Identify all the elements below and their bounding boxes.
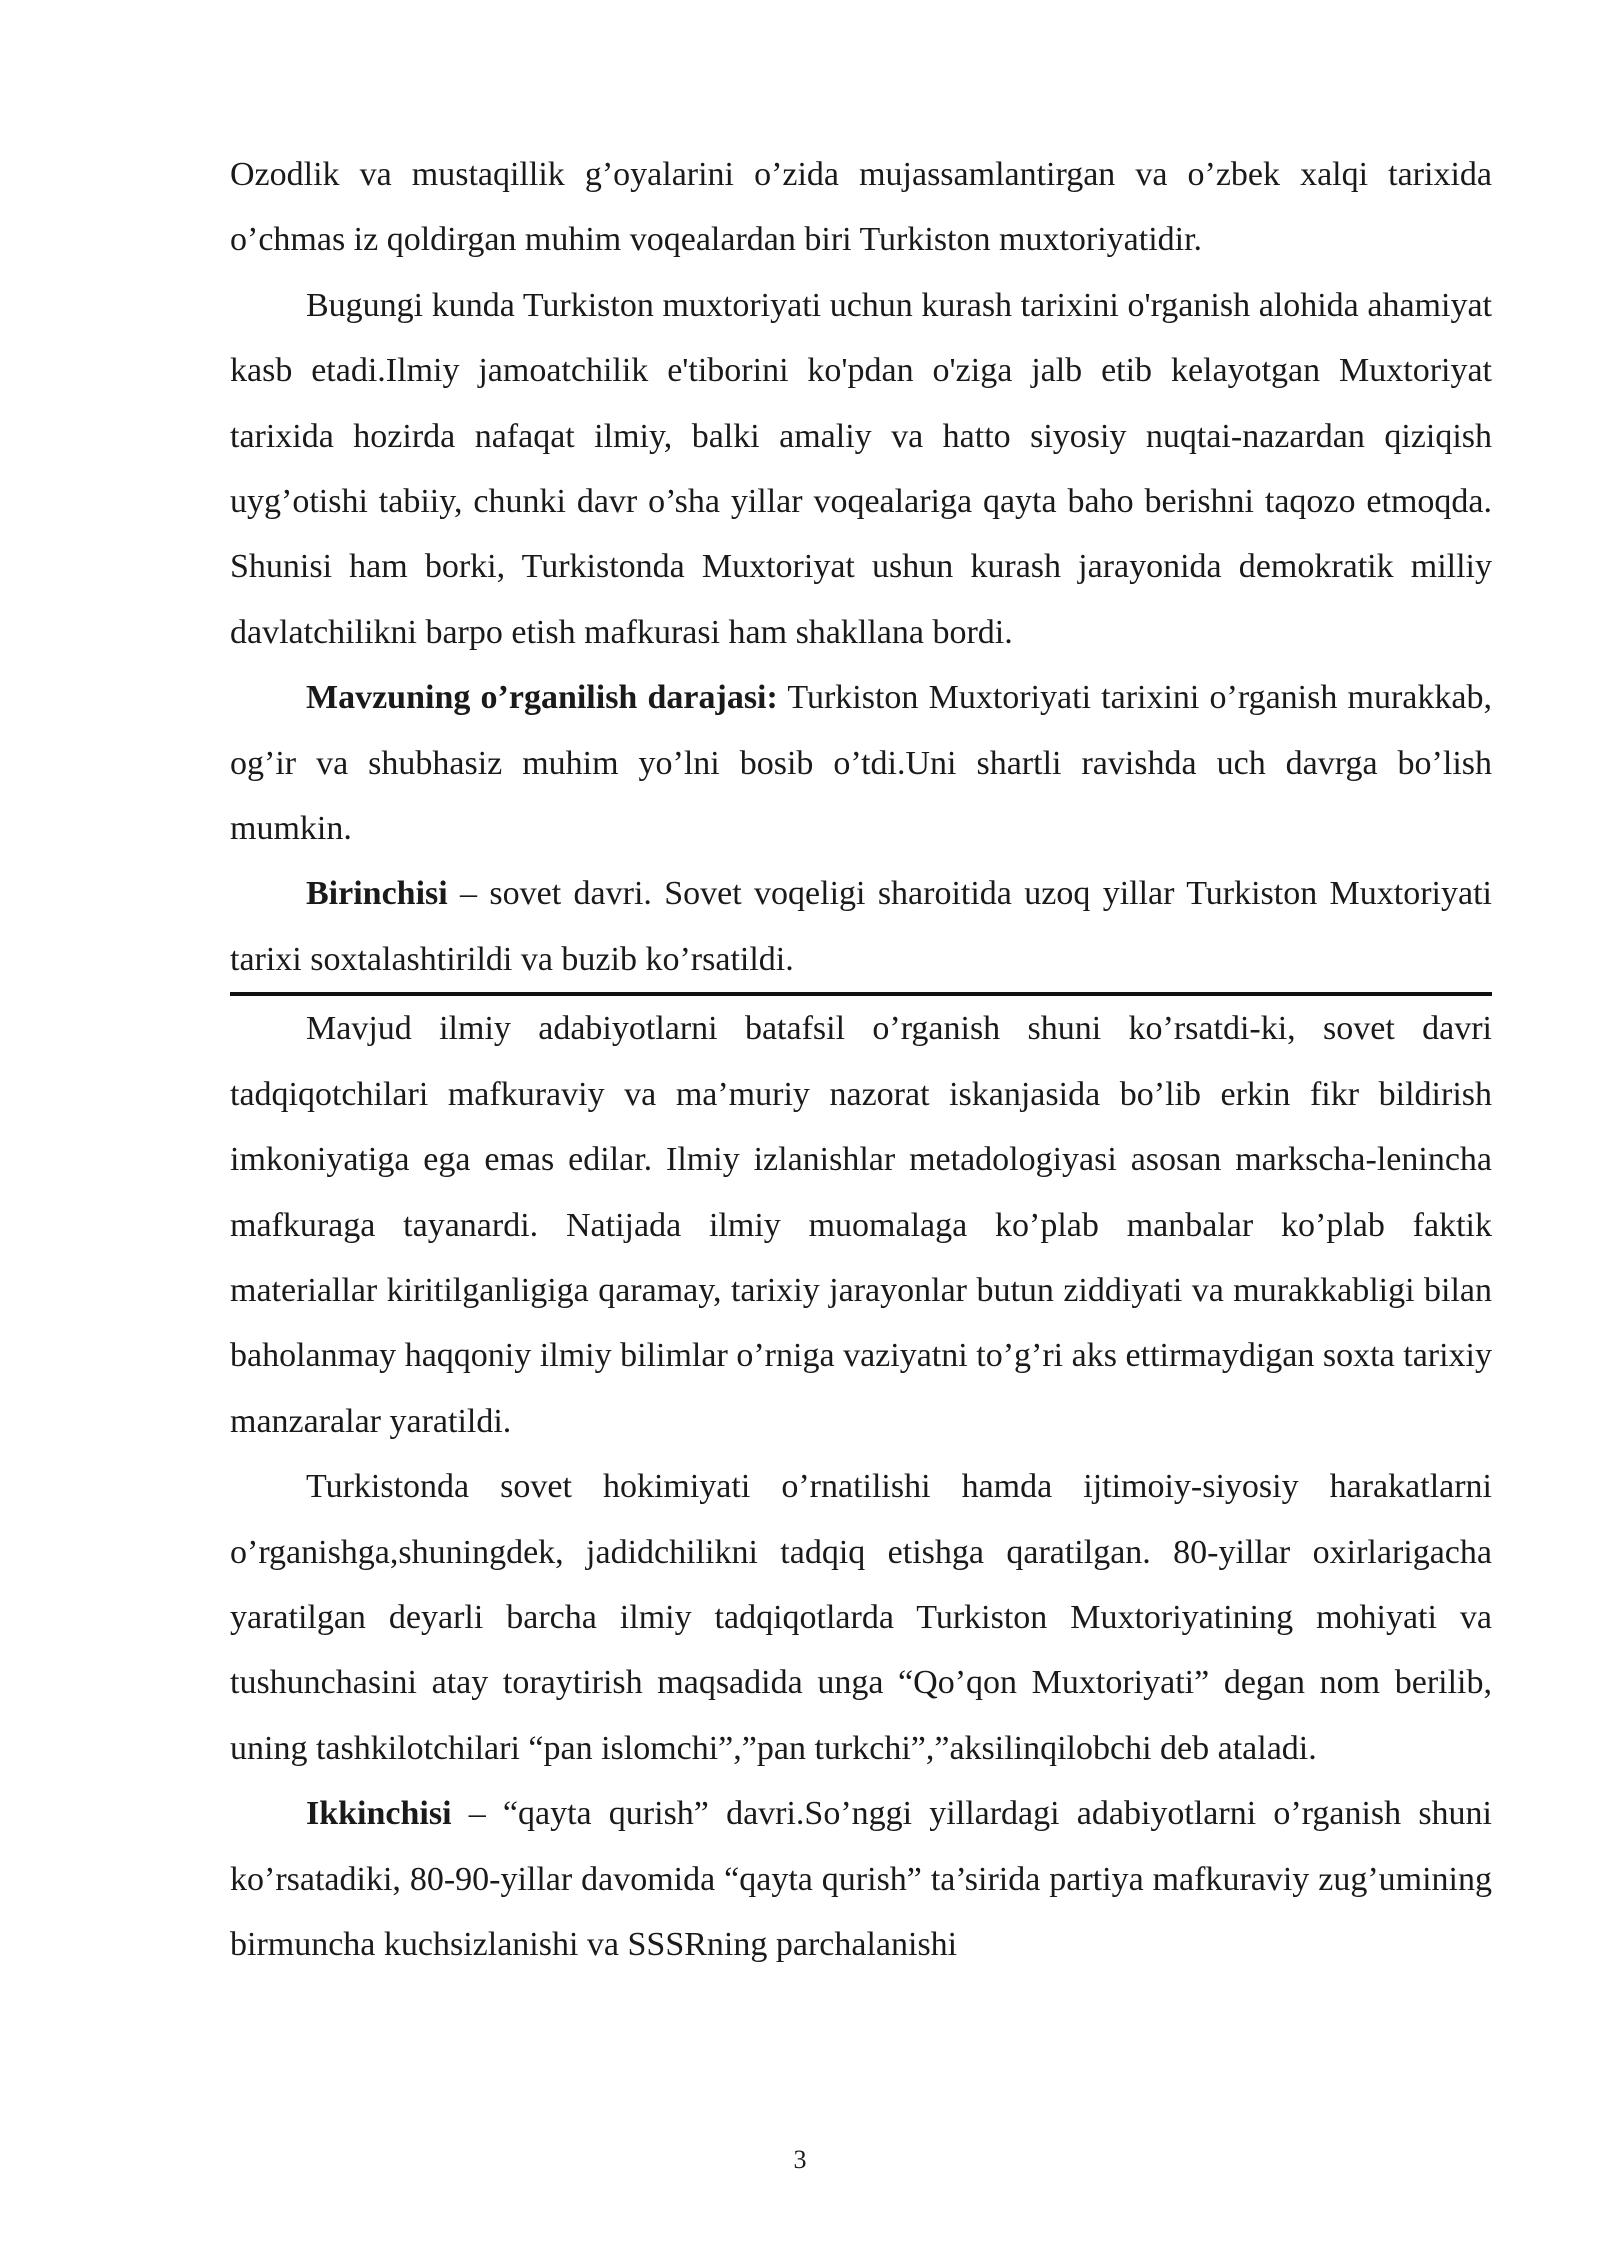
paragraph-soviet-researchers [230, 996, 1492, 1454]
paragraph-relevance [230, 273, 1492, 665]
paragraph-text: Turkiston Muxtoriyati tarixini o’rganish murakkab, og’ir va shubhasiz muhim yo’lni bosib o’tdi.Uni shartli ravishda uch davrga bo’lish mumkin. [230, 679, 1492, 848]
paragraph-text: Ozodlik va mustaqillik g’oyalarini o’zida mujassamlantirgan va o’zbek xalqi tarixida o’chmas iz qoldirgan muhim voqealardan biri Turkiston muxtoriyatidir. [230, 156, 1492, 259]
paragraph-text: – sovet davri. Sovet voqeligi sharoitida uzoq yillar Turkiston Muxtoriyati tarixi soxtalashtirildi va buzib ko’rsatildi. [230, 875, 1492, 978]
paragraph-first-period [230, 861, 1492, 992]
paragraph-research-degree [230, 665, 1492, 861]
paragraph-text: Mavjud ilmiy adabiyotlarni batafsil o’rganish shuni ko’rsatdi-ki, sovet davri tadqiqotchilari mafkuraviy va ma’muriy nazorat iskanjasida bo’lib erkin fikr bildirish imkoniyatiga ega emas edilar. Ilmiy izlanishlar metadologiyasi asosan markscha-lenincha mafkuraga tayanardi. Natijada ilmiy muomalaga ko’plab manbalar ko’plab faktik materiallar kiritilganligiga qaramay, tarixiy jarayonlar butun ziddiyati va murakkabligi bilan baholanmay haqqoniy ilmiy bilimlar o’rniga vaziyatni to’g’ri aks ettirmaydigan soxta tarixiy manzaralar yaratildi. [230, 1010, 1492, 1440]
paragraph-text: Turkistonda sovet hokimiyati o’rnatilishi hamda ijtimoiy-siyosiy harakatlarni o’rganishga,shuningdek, jadidchilikni tadqiq etishga qaratilgan. 80-yillar oxirlarigacha yaratilgan deyarli barcha ilmiy tadqiqotlarda Turkiston Muxtoriyatining mohiyati va tushunchasini atay toraytirish maqsadida unga “Qo’qon Muxtoriyati” degan nom berilib, uning tashkilotchilari “pan islomchi”,”pan turkchi”,”aksilinqilobchi deb ataladi. [230, 1468, 1492, 1767]
bold-term: Ikkinchisi [306, 1795, 452, 1833]
paragraph-soviet-power [230, 1454, 1492, 1781]
page-body [230, 142, 1492, 1977]
page-number: 3 [793, 2145, 807, 2174]
paragraph-intro [230, 142, 1492, 273]
paragraph-text: – “qayta qurish” davri.So’nggi yillardagi adabiyotlarni o’rganish shuni ko’rsatadiki, 80-90-yillar davomida “qayta qurish” ta’sirida partiya mafkuraviy zug’umining birmuncha kuchsizlanishi va SSSRning parchalanishi [230, 1795, 1492, 1963]
bold-term: Mavzuning o’rganilish darajasi: [306, 679, 778, 717]
bold-term: Birinchisi [306, 875, 448, 913]
paragraph-text: Bugungi kunda Turkiston muxtoriyati uchun kurash tarixini o'rganish alohida ahamiyat kasb etadi.Ilmiy jamoatchilik e'tiborini ko'pdan o'ziga jalb etib kelayotgan Muxtoriyat tarixida hozirda nafaqat ilmiy, balki amaliy va hatto siyosiy nuqtai-nazardan qiziqish uyg’otishi tabiiy, chunki davr o’sha yillar voqealariga qayta baho berishni taqozo etmoqda. Shunisi ham borki, Turkistonda Muxtoriyat ushun kurash jarayonida demokratik milliy davlatchilikni barpo etish mafkurasi ham shakllana bordi. [230, 286, 1492, 651]
paragraph-second-period [230, 1781, 1492, 1977]
